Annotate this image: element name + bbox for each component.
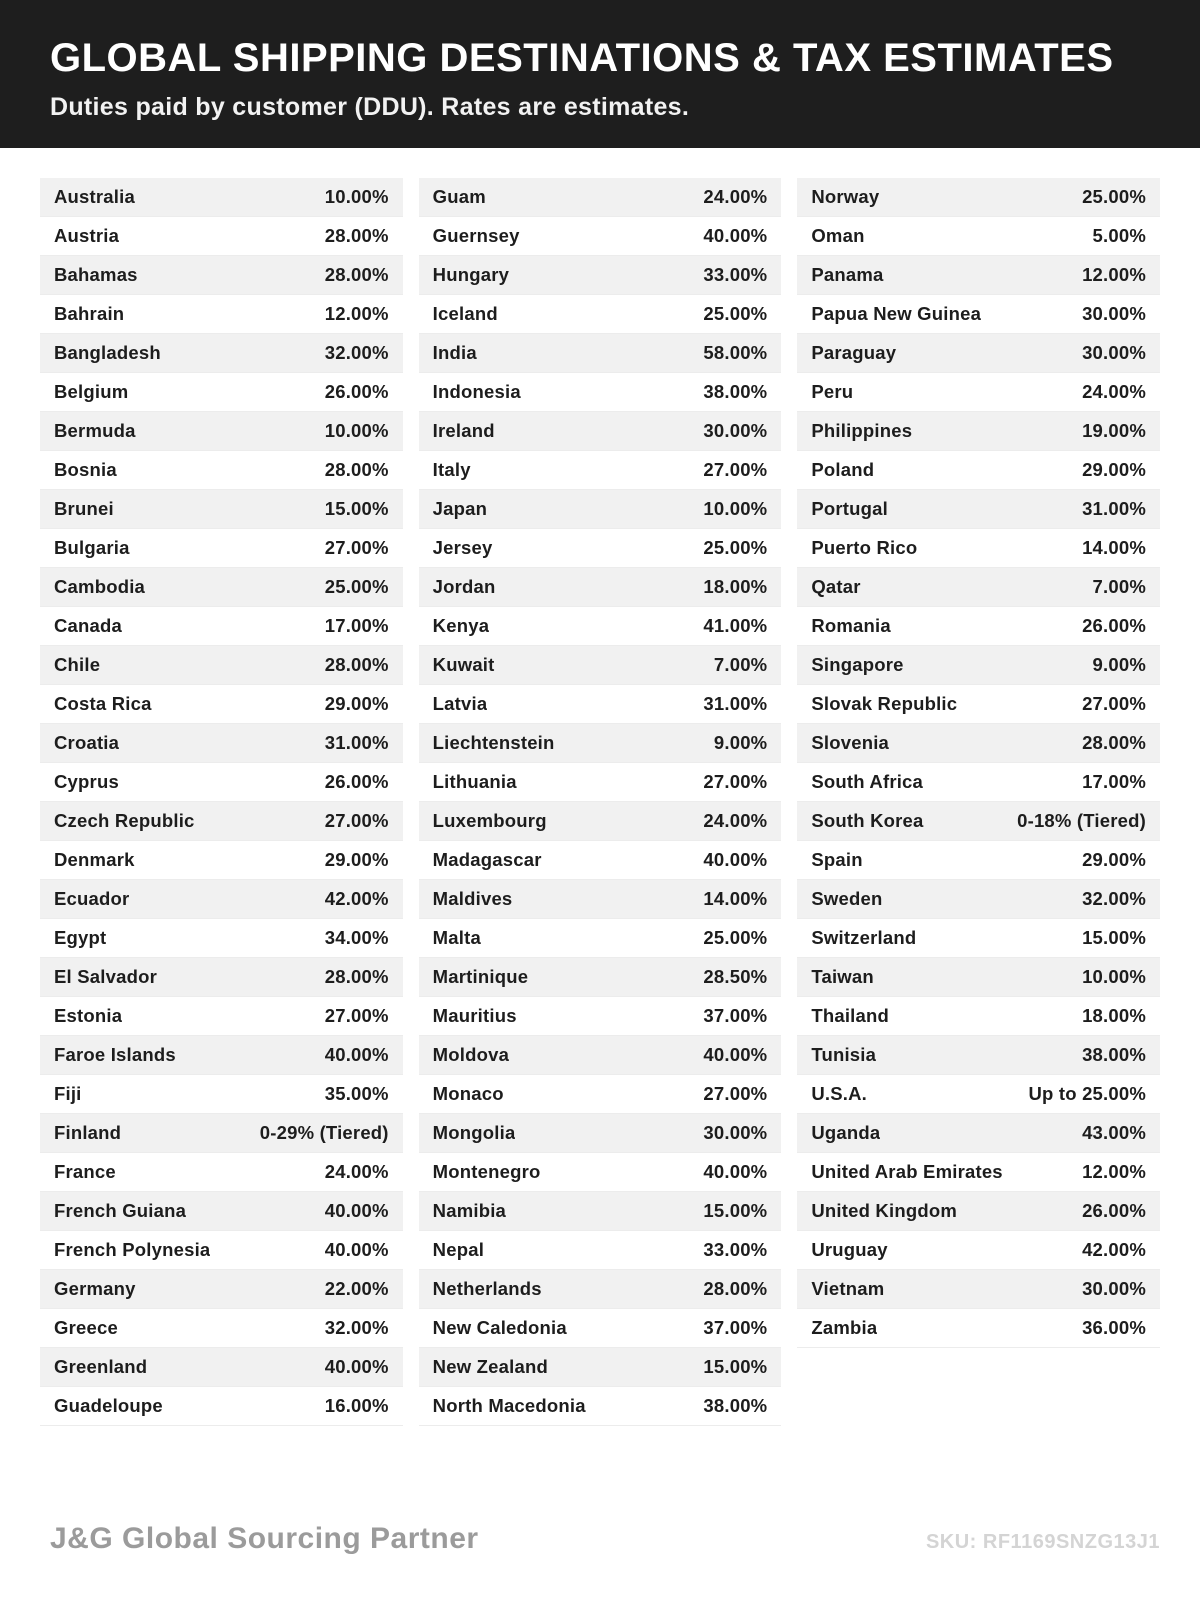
- table-row: [40, 568, 403, 607]
- tax-rate: 33.00%: [703, 1239, 768, 1260]
- table-row: [40, 958, 403, 997]
- tax-rate: 40.00%: [324, 1044, 389, 1065]
- tax-rate: 25.00%: [703, 537, 768, 558]
- country-name: Netherlands: [432, 1278, 542, 1299]
- table-row: [40, 685, 403, 724]
- country-name: Maldives: [432, 888, 513, 909]
- table-row: [419, 490, 782, 529]
- country-name: India: [432, 342, 477, 363]
- tax-rate: 15.00%: [703, 1356, 768, 1377]
- tax-rate: 27.00%: [703, 771, 768, 792]
- tax-rate: 31.00%: [703, 693, 768, 714]
- country-name: Peru: [811, 381, 854, 402]
- country-name: French Guiana: [54, 1200, 187, 1221]
- table-row: [40, 178, 403, 217]
- country-name: Bermuda: [54, 420, 136, 441]
- country-name: Switzerland: [811, 927, 917, 948]
- country-name: Vietnam: [811, 1278, 885, 1299]
- tax-rate: 30.00%: [703, 1122, 768, 1143]
- table-row: [419, 256, 782, 295]
- country-name: Italy: [432, 459, 471, 480]
- tax-rate: 38.00%: [703, 381, 768, 402]
- country-name: Hungary: [432, 264, 510, 285]
- table-row: [419, 412, 782, 451]
- table-row: [797, 256, 1160, 295]
- tax-rate: 16.00%: [324, 1395, 389, 1416]
- tax-rate: 31.00%: [324, 732, 389, 753]
- table-row: [797, 412, 1160, 451]
- table-row: [797, 334, 1160, 373]
- country-name: Indonesia: [432, 381, 521, 402]
- tax-rate: 27.00%: [324, 1005, 389, 1026]
- table-row: [40, 529, 403, 568]
- country-name: Bahamas: [54, 264, 138, 285]
- brand-name: J&G Global Sourcing Partner: [50, 1522, 479, 1555]
- tax-rate: 24.00%: [703, 186, 768, 207]
- table-row: [797, 1192, 1160, 1231]
- table-row: [797, 178, 1160, 217]
- tax-rate: 12.00%: [1082, 264, 1147, 285]
- tax-rate: 5.00%: [1092, 225, 1147, 246]
- table-row: [797, 1036, 1160, 1075]
- tax-rate: 40.00%: [324, 1356, 389, 1377]
- tax-rate: 28.00%: [324, 459, 389, 480]
- tax-rate: 58.00%: [703, 342, 768, 363]
- country-name: Puerto Rico: [811, 537, 918, 558]
- country-name: Chile: [54, 654, 101, 675]
- table-row: [419, 334, 782, 373]
- table-row: [797, 646, 1160, 685]
- tax-rate: 40.00%: [703, 1044, 768, 1065]
- table-row: [797, 295, 1160, 334]
- country-name: Uganda: [811, 1122, 881, 1143]
- table-row: [40, 412, 403, 451]
- page-footer: [50, 1522, 1160, 1556]
- table-row: [797, 451, 1160, 490]
- table-row: [40, 1231, 403, 1270]
- country-name: Canada: [54, 615, 123, 636]
- tax-rate: 28.00%: [324, 225, 389, 246]
- country-name: Norway: [811, 186, 880, 207]
- tax-rate: 29.00%: [1082, 849, 1147, 870]
- country-name: Iceland: [432, 303, 498, 324]
- tax-rate: 17.00%: [1082, 771, 1147, 792]
- tax-rate: 37.00%: [703, 1317, 768, 1338]
- tax-rate: 26.00%: [1082, 1200, 1147, 1221]
- table-row: [419, 178, 782, 217]
- table-row: [419, 607, 782, 646]
- table-row: [40, 256, 403, 295]
- country-name: Greenland: [54, 1356, 148, 1377]
- table-row: [797, 1153, 1160, 1192]
- tax-rate: 15.00%: [1082, 927, 1147, 948]
- table-row: [40, 1036, 403, 1075]
- tax-rate: 12.00%: [324, 303, 389, 324]
- tax-rate: 29.00%: [1082, 459, 1147, 480]
- table-row: [40, 1270, 403, 1309]
- country-name: Madagascar: [432, 849, 542, 870]
- table-row: [40, 1075, 403, 1114]
- country-name: Lithuania: [432, 771, 517, 792]
- table-row: [419, 1114, 782, 1153]
- table-row: [797, 841, 1160, 880]
- table-row: [419, 568, 782, 607]
- table-row: [419, 958, 782, 997]
- tax-rate: 41.00%: [703, 615, 768, 636]
- country-name: Oman: [811, 225, 865, 246]
- tax-rate: 40.00%: [703, 225, 768, 246]
- country-name: Guam: [432, 186, 486, 207]
- table-row: [40, 646, 403, 685]
- tax-rate: 0-18% (Tiered): [1017, 810, 1147, 831]
- country-name: Jersey: [432, 537, 493, 558]
- tax-rate: 10.00%: [1082, 966, 1147, 987]
- country-name: Fiji: [54, 1083, 82, 1104]
- tax-rate: 32.00%: [324, 1317, 389, 1338]
- country-name: Sweden: [811, 888, 883, 909]
- table-row: [797, 919, 1160, 958]
- table-row: [419, 373, 782, 412]
- table-row: [419, 1153, 782, 1192]
- table-row: [419, 919, 782, 958]
- table-row: [797, 373, 1160, 412]
- country-name: Monaco: [432, 1083, 504, 1104]
- tax-rate: 24.00%: [324, 1161, 389, 1182]
- tax-rate: 30.00%: [1082, 1278, 1147, 1299]
- rate-column: [40, 178, 403, 1426]
- country-name: Moldova: [432, 1044, 510, 1065]
- tax-rate: 27.00%: [324, 810, 389, 831]
- table-row: [797, 802, 1160, 841]
- country-name: Uruguay: [811, 1239, 888, 1260]
- country-name: Namibia: [432, 1200, 507, 1221]
- tax-rate: 27.00%: [1082, 693, 1147, 714]
- table-row: [40, 802, 403, 841]
- table-row: [419, 1270, 782, 1309]
- table-row: [40, 1114, 403, 1153]
- tax-rate: 15.00%: [324, 498, 389, 519]
- country-name: U.S.A.: [811, 1083, 868, 1104]
- tax-rate: 40.00%: [703, 849, 768, 870]
- table-row: [419, 1309, 782, 1348]
- country-name: France: [54, 1161, 116, 1182]
- table-row: [797, 997, 1160, 1036]
- table-row: [40, 919, 403, 958]
- tax-rate: 42.00%: [1082, 1239, 1147, 1260]
- country-name: Greece: [54, 1317, 118, 1338]
- country-name: Germany: [54, 1278, 136, 1299]
- tax-rate: 22.00%: [324, 1278, 389, 1299]
- country-name: Tunisia: [811, 1044, 877, 1065]
- table-row: [419, 1231, 782, 1270]
- rate-column: [419, 178, 782, 1426]
- country-name: Ireland: [432, 420, 495, 441]
- country-name: Bangladesh: [54, 342, 161, 363]
- country-name: Martinique: [432, 966, 529, 987]
- table-row: [797, 568, 1160, 607]
- country-name: Thailand: [811, 1005, 890, 1026]
- country-name: Faroe Islands: [54, 1044, 176, 1065]
- tax-rate: 9.00%: [713, 732, 768, 753]
- tax-rate: 26.00%: [1082, 615, 1147, 636]
- table-row: [797, 1114, 1160, 1153]
- tax-rate: 24.00%: [703, 810, 768, 831]
- tax-rate: 26.00%: [324, 381, 389, 402]
- table-row: [40, 1309, 403, 1348]
- country-name: Slovenia: [811, 732, 890, 753]
- tax-rate: 26.00%: [324, 771, 389, 792]
- tax-rate: Up to 25.00%: [1028, 1083, 1147, 1104]
- country-name: Ecuador: [54, 888, 130, 909]
- table-row: [797, 1075, 1160, 1114]
- tax-rate: 9.00%: [1092, 654, 1147, 675]
- table-row: [419, 880, 782, 919]
- tax-rate: 0-29% (Tiered): [259, 1122, 389, 1143]
- country-name: Philippines: [811, 420, 913, 441]
- tax-rate: 14.00%: [1082, 537, 1147, 558]
- tax-rate: 12.00%: [1082, 1161, 1147, 1182]
- country-name: El Salvador: [54, 966, 157, 987]
- tax-rate: 36.00%: [1082, 1317, 1147, 1338]
- table-row: [40, 607, 403, 646]
- country-name: Czech Republic: [54, 810, 195, 831]
- country-name: North Macedonia: [432, 1395, 586, 1416]
- table-row: [419, 724, 782, 763]
- table-row: [40, 451, 403, 490]
- tax-rate: 28.00%: [1082, 732, 1147, 753]
- table-row: [419, 529, 782, 568]
- country-name: New Zealand: [432, 1356, 548, 1377]
- country-name: Portugal: [811, 498, 888, 519]
- tax-rate: 43.00%: [1082, 1122, 1147, 1143]
- table-row: [797, 217, 1160, 256]
- table-row: [797, 763, 1160, 802]
- tax-rate: 42.00%: [324, 888, 389, 909]
- country-name: Guadeloupe: [54, 1395, 163, 1416]
- table-row: [40, 295, 403, 334]
- tax-rate: 10.00%: [703, 498, 768, 519]
- country-name: Panama: [811, 264, 884, 285]
- country-name: Bulgaria: [54, 537, 130, 558]
- page-subtitle: Duties paid by customer (DDU). Rates are estimates.: [50, 93, 690, 121]
- tax-rate: 30.00%: [1082, 342, 1147, 363]
- tax-rate: 19.00%: [1082, 420, 1147, 441]
- tax-rate: 30.00%: [1082, 303, 1147, 324]
- table-row: [40, 1387, 403, 1426]
- country-name: Bahrain: [54, 303, 125, 324]
- tax-rate: 28.00%: [324, 264, 389, 285]
- tax-rate: 30.00%: [703, 420, 768, 441]
- country-name: Romania: [811, 615, 891, 636]
- table-row: [40, 1153, 403, 1192]
- tax-rate: 25.00%: [1082, 186, 1147, 207]
- table-row: [40, 763, 403, 802]
- table-row: [797, 1231, 1160, 1270]
- country-name: United Arab Emirates: [811, 1161, 1003, 1182]
- table-row: [40, 724, 403, 763]
- table-row: [40, 334, 403, 373]
- country-name: Kuwait: [432, 654, 495, 675]
- country-name: Malta: [432, 927, 481, 948]
- table-row: [419, 646, 782, 685]
- country-name: United Kingdom: [811, 1200, 957, 1221]
- tax-rate: 17.00%: [324, 615, 389, 636]
- tax-rate-table: [0, 148, 1200, 1426]
- tax-rate: 18.00%: [1082, 1005, 1147, 1026]
- country-name: Kenya: [432, 615, 490, 636]
- country-name: Austria: [54, 225, 120, 246]
- table-row: [419, 1348, 782, 1387]
- tax-rate: 27.00%: [703, 1083, 768, 1104]
- tax-rate: 38.00%: [703, 1395, 768, 1416]
- table-row: [40, 373, 403, 412]
- table-row: [419, 295, 782, 334]
- country-name: Mongolia: [432, 1122, 516, 1143]
- country-name: Egypt: [54, 927, 107, 948]
- country-name: Mauritius: [432, 1005, 517, 1026]
- tax-rate: 40.00%: [324, 1239, 389, 1260]
- country-name: Paraguay: [811, 342, 897, 363]
- country-name: Estonia: [54, 1005, 123, 1026]
- country-name: Croatia: [54, 732, 120, 753]
- country-name: Liechtenstein: [432, 732, 555, 753]
- country-name: Costa Rica: [54, 693, 152, 714]
- table-row: [419, 1192, 782, 1231]
- table-row: [797, 1309, 1160, 1348]
- tax-rate: 18.00%: [703, 576, 768, 597]
- table-row: [419, 1387, 782, 1426]
- tax-rate: 15.00%: [703, 1200, 768, 1221]
- country-name: Singapore: [811, 654, 904, 675]
- tax-rate: 29.00%: [324, 849, 389, 870]
- country-name: Poland: [811, 459, 875, 480]
- country-name: Australia: [54, 186, 135, 207]
- table-row: [797, 880, 1160, 919]
- tax-rate: 37.00%: [703, 1005, 768, 1026]
- country-name: Jordan: [432, 576, 496, 597]
- country-name: Montenegro: [432, 1161, 541, 1182]
- table-row: [797, 607, 1160, 646]
- country-name: Papua New Guinea: [811, 303, 982, 324]
- tax-rate: 28.00%: [324, 966, 389, 987]
- tax-rate: 32.00%: [1082, 888, 1147, 909]
- table-row: [40, 217, 403, 256]
- country-name: Bosnia: [54, 459, 117, 480]
- country-name: Belgium: [54, 381, 129, 402]
- sku-label: SKU: RF1169SNZG13J1: [925, 1531, 1160, 1553]
- tax-rate: 25.00%: [324, 576, 389, 597]
- country-name: South Africa: [811, 771, 924, 792]
- tax-rate: 27.00%: [324, 537, 389, 558]
- table-row: [419, 1075, 782, 1114]
- table-row: [40, 997, 403, 1036]
- table-row: [419, 841, 782, 880]
- tax-rate: 7.00%: [713, 654, 768, 675]
- tax-rate: 28.00%: [703, 1278, 768, 1299]
- table-row: [419, 997, 782, 1036]
- tax-rate: 10.00%: [324, 420, 389, 441]
- country-name: Finland: [54, 1122, 122, 1143]
- country-name: Spain: [811, 849, 863, 870]
- table-row: [40, 841, 403, 880]
- tax-rate: 34.00%: [324, 927, 389, 948]
- country-name: French Polynesia: [54, 1239, 211, 1260]
- country-name: Cyprus: [54, 771, 119, 792]
- table-row: [40, 880, 403, 919]
- table-row: [40, 1192, 403, 1231]
- tax-rate: 28.50%: [703, 966, 768, 987]
- tax-rate: 27.00%: [703, 459, 768, 480]
- table-row: [797, 490, 1160, 529]
- tax-rate: 7.00%: [1092, 576, 1147, 597]
- tax-rate: 32.00%: [324, 342, 389, 363]
- table-row: [40, 490, 403, 529]
- table-row: [419, 763, 782, 802]
- table-row: [419, 217, 782, 256]
- page-header: [0, 0, 1200, 148]
- country-name: Guernsey: [432, 225, 520, 246]
- table-row: [797, 1270, 1160, 1309]
- tax-rate: 33.00%: [703, 264, 768, 285]
- country-name: Luxembourg: [432, 810, 547, 831]
- tax-rate: 35.00%: [324, 1083, 389, 1104]
- tax-rate: 24.00%: [1082, 381, 1147, 402]
- table-row: [797, 685, 1160, 724]
- country-name: Qatar: [811, 576, 861, 597]
- tax-rate: 25.00%: [703, 927, 768, 948]
- table-row: [419, 802, 782, 841]
- country-name: Nepal: [432, 1239, 485, 1260]
- tax-rate: 28.00%: [324, 654, 389, 675]
- tax-rate: 38.00%: [1082, 1044, 1147, 1065]
- table-row: [797, 958, 1160, 997]
- country-name: Cambodia: [54, 576, 146, 597]
- tax-rate: 40.00%: [324, 1200, 389, 1221]
- country-name: Taiwan: [811, 966, 874, 987]
- country-name: New Caledonia: [432, 1317, 567, 1338]
- country-name: Zambia: [811, 1317, 878, 1338]
- country-name: Denmark: [54, 849, 135, 870]
- table-row: [419, 451, 782, 490]
- table-row: [797, 529, 1160, 568]
- table-row: [40, 1348, 403, 1387]
- table-row: [419, 1036, 782, 1075]
- tax-rate: 14.00%: [703, 888, 768, 909]
- rate-column: [797, 178, 1160, 1426]
- country-name: Japan: [432, 498, 488, 519]
- country-name: Brunei: [54, 498, 114, 519]
- country-name: Latvia: [432, 693, 488, 714]
- page-title: GLOBAL SHIPPING DESTINATIONS & TAX ESTIMATES: [50, 36, 1114, 80]
- table-row: [797, 724, 1160, 763]
- tax-rate: 10.00%: [324, 186, 389, 207]
- tax-rate: 40.00%: [703, 1161, 768, 1182]
- country-name: South Korea: [811, 810, 924, 831]
- tax-rate: 29.00%: [324, 693, 389, 714]
- table-row: [419, 685, 782, 724]
- country-name: Slovak Republic: [811, 693, 958, 714]
- tax-rate: 31.00%: [1082, 498, 1147, 519]
- tax-rate: 25.00%: [703, 303, 768, 324]
